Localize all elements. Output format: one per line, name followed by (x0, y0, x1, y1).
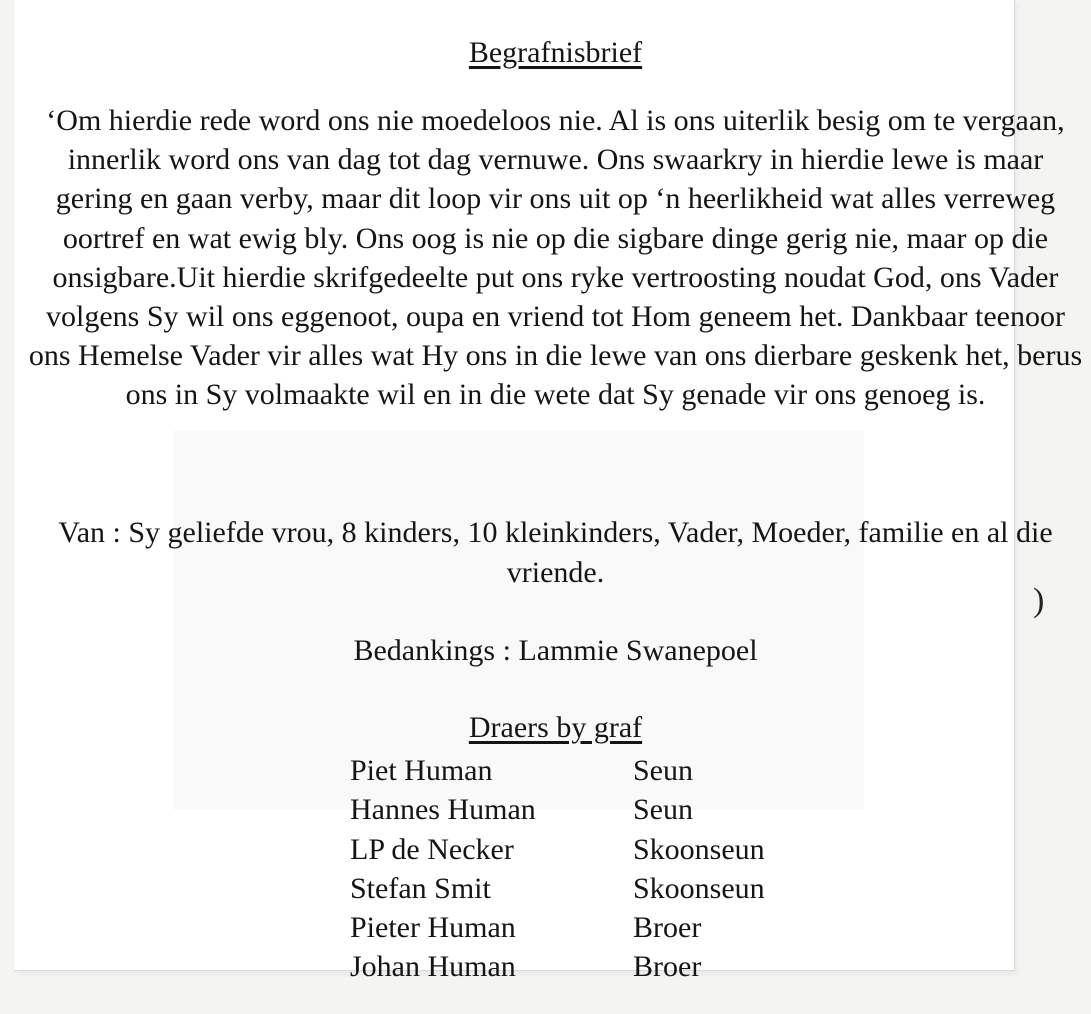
page-title: Begrafnisbrief (468, 36, 643, 69)
bearer-row (350, 830, 765, 869)
body-paragraph: ‘Om hierdie rede word ons nie moedeloos nie. Al is ons uiterlik besig om te vergaan, innerlik word ons van dag tot dag vernuwe. Ons swaarkry in hierdie lewe is maar gering en gaan verby, maar dit loop vir ons uit op ‘n heerlikheid wat alles verreweg oortref en wat ewig bly. Ons oog is nie op die sigbare dinge gerig nie, maar op die onsigbare.Uit hierdie skrifgedeelte put ons ryke vertroosting noudat God, ons Vader volgens Sy wil ons eggenoot, oupa en vriend tot Hom geneem het. Dankbaar teenoor ons Hemelse Vader vir alles wat Hy ons in die lewe van ons dierbare geskenk het, berus ons in Sy volmaakte wil en in die wete dat Sy genade vir ons genoeg is. (28, 104, 1083, 412)
bearer-row (350, 908, 765, 947)
bearer-relation: Seun (633, 793, 693, 827)
bearers-heading: Draers by graf (468, 711, 643, 744)
bearer-row (350, 751, 765, 790)
stray-mark: ) (1033, 582, 1045, 619)
bearer-row (350, 790, 765, 829)
bearer-name: Pieter Human (350, 911, 516, 945)
bearer-row (350, 869, 765, 908)
thanks-line: Bedankings : Lammie Swanepoel (353, 634, 758, 667)
bearer-relation: Seun (633, 754, 693, 787)
bearer-name: LP de Necker (350, 832, 514, 866)
bearers-list (350, 751, 765, 987)
bearer-name: Piet Human (350, 754, 493, 787)
bearer-relation: Broer (633, 950, 702, 984)
bearer-name: Stefan Smit (350, 871, 491, 905)
bearer-relation: Skoonseun (633, 871, 765, 905)
bearer-name: Johan Human (350, 950, 516, 984)
bearer-relation: Broer (633, 911, 702, 945)
from-paragraph: Van : Sy geliefde vrou, 8 kinders, 10 kleinkinders, Vader, Moeder, familie en al die vriende. (58, 516, 1053, 589)
bearer-name: Hannes Human (350, 793, 536, 827)
bearer-row (350, 947, 765, 986)
bearer-relation: Skoonseun (633, 832, 765, 866)
